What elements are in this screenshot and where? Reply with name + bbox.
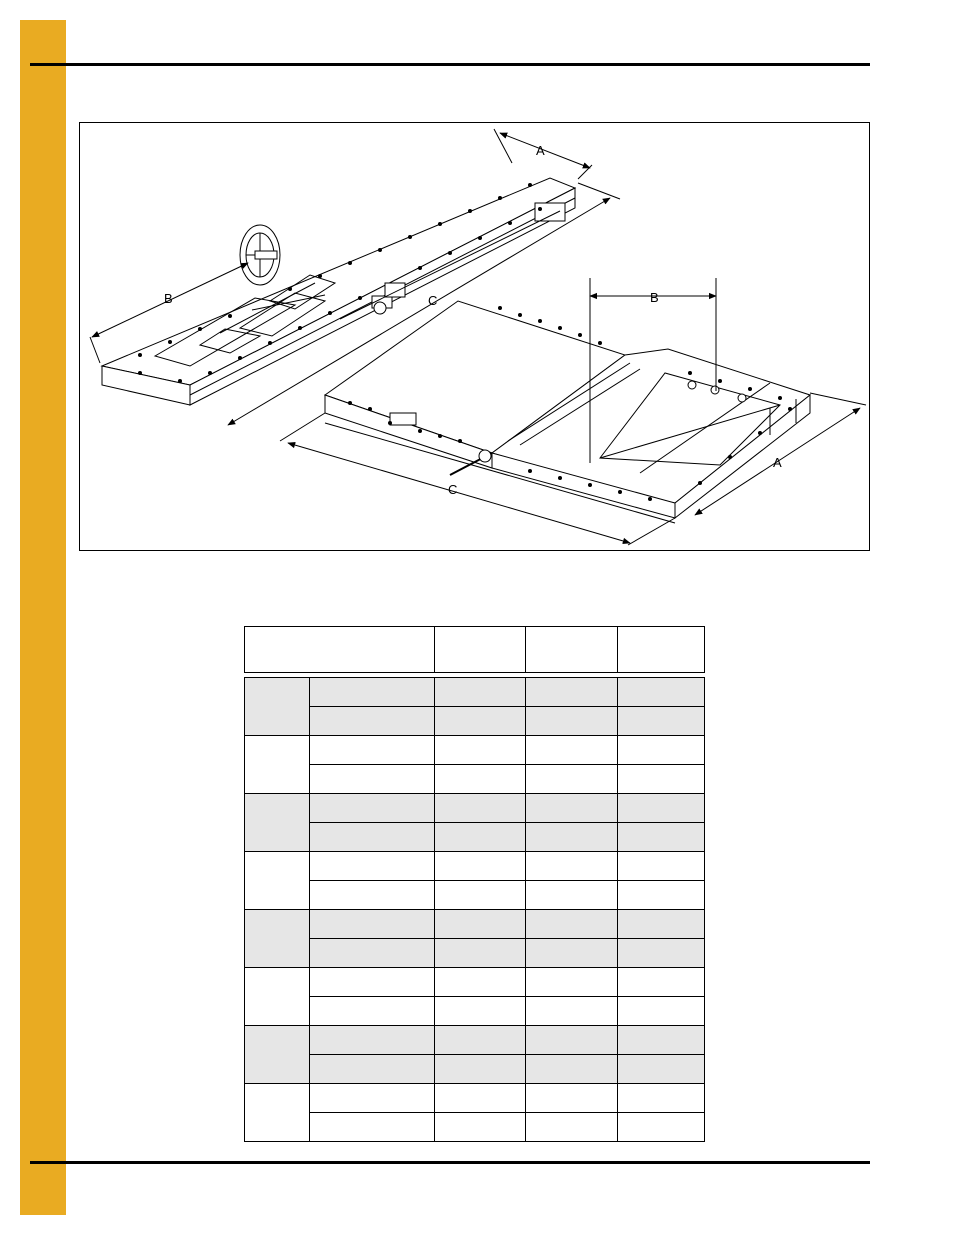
right-gate <box>325 301 810 523</box>
table-header-cell <box>434 627 525 673</box>
table-cell <box>310 968 435 997</box>
table-cell <box>617 1026 704 1055</box>
table-cell <box>310 707 435 736</box>
gate-dimension-figure <box>79 122 870 551</box>
gate-drawing <box>80 123 869 550</box>
table-cell <box>617 997 704 1026</box>
table-cell <box>617 707 704 736</box>
footer-rule <box>30 1161 870 1164</box>
left-dim-c-label: C <box>428 293 438 308</box>
table-cell <box>310 1026 435 1055</box>
table-cell <box>526 678 617 707</box>
table-cell <box>617 1113 704 1142</box>
table-cell <box>526 910 617 939</box>
table-cell <box>526 823 617 852</box>
table-row <box>245 707 705 736</box>
table-cell <box>617 910 704 939</box>
table-cell <box>526 939 617 968</box>
table-cell <box>434 939 525 968</box>
group-label <box>245 910 310 968</box>
table-cell <box>617 736 704 765</box>
table-cell <box>434 678 525 707</box>
table-cell <box>434 881 525 910</box>
group-label <box>245 1084 310 1142</box>
table-cell <box>434 968 525 997</box>
table-cell <box>526 707 617 736</box>
table-cell <box>310 794 435 823</box>
table-cell <box>526 794 617 823</box>
right-dim-a-label: A <box>773 455 782 470</box>
table-cell <box>310 997 435 1026</box>
dimension-table <box>244 626 705 1142</box>
table-row <box>245 1113 705 1142</box>
table-header-cell <box>617 627 704 673</box>
table-row <box>245 765 705 794</box>
table-row <box>245 997 705 1026</box>
table-cell <box>526 852 617 881</box>
header-rule <box>30 63 870 66</box>
table-row <box>245 1084 705 1113</box>
table-cell <box>310 939 435 968</box>
table-cell <box>310 823 435 852</box>
table-cell <box>526 997 617 1026</box>
table-cell <box>434 1113 525 1142</box>
right-dim-b-label: B <box>650 290 659 305</box>
side-color-bar <box>20 20 66 1215</box>
table-cell <box>617 881 704 910</box>
group-label <box>245 794 310 852</box>
table-cell <box>310 765 435 794</box>
table-cell <box>617 1084 704 1113</box>
table-cell <box>434 1084 525 1113</box>
table-cell <box>310 736 435 765</box>
table-cell <box>434 794 525 823</box>
group-label <box>245 968 310 1026</box>
table-header-cell <box>526 627 617 673</box>
table-cell <box>617 852 704 881</box>
table-cell <box>617 678 704 707</box>
table-cell <box>526 736 617 765</box>
table-row <box>245 794 705 823</box>
table-header-row <box>245 627 705 673</box>
table-row <box>245 881 705 910</box>
table-cell <box>434 1026 525 1055</box>
table-cell <box>526 1113 617 1142</box>
table-cell <box>434 823 525 852</box>
table-cell <box>434 707 525 736</box>
table-cell <box>310 678 435 707</box>
table-row <box>245 736 705 765</box>
group-label <box>245 1026 310 1084</box>
table-cell <box>617 939 704 968</box>
table-row <box>245 823 705 852</box>
table-cell <box>434 852 525 881</box>
table-cell <box>310 1113 435 1142</box>
table-cell <box>310 881 435 910</box>
right-dim-c-label: C <box>448 482 458 497</box>
table-cell <box>617 968 704 997</box>
table-row <box>245 939 705 968</box>
table-cell <box>434 765 525 794</box>
table-cell <box>617 823 704 852</box>
table-row <box>245 852 705 881</box>
table-cell <box>434 910 525 939</box>
table-cell <box>526 968 617 997</box>
table-cell <box>617 765 704 794</box>
table-cell <box>526 765 617 794</box>
table-cell <box>310 1055 435 1084</box>
table-cell <box>310 1084 435 1113</box>
table-cell <box>526 881 617 910</box>
left-dim-a-label: A <box>536 143 545 158</box>
table-cell <box>434 1055 525 1084</box>
group-label <box>245 736 310 794</box>
table-cell <box>434 997 525 1026</box>
table-cell <box>617 1055 704 1084</box>
table-cell <box>310 910 435 939</box>
table-row <box>245 1026 705 1055</box>
table-cell <box>617 794 704 823</box>
group-label <box>245 678 310 736</box>
table-row <box>245 910 705 939</box>
table-cell <box>526 1026 617 1055</box>
left-dim-b-label: B <box>164 291 173 306</box>
group-label <box>245 852 310 910</box>
table-cell <box>310 852 435 881</box>
table-row <box>245 1055 705 1084</box>
table-row <box>245 678 705 707</box>
table-cell <box>434 736 525 765</box>
table-row <box>245 968 705 997</box>
table-cell <box>526 1055 617 1084</box>
table-cell <box>526 1084 617 1113</box>
table-header-cell <box>245 627 435 673</box>
